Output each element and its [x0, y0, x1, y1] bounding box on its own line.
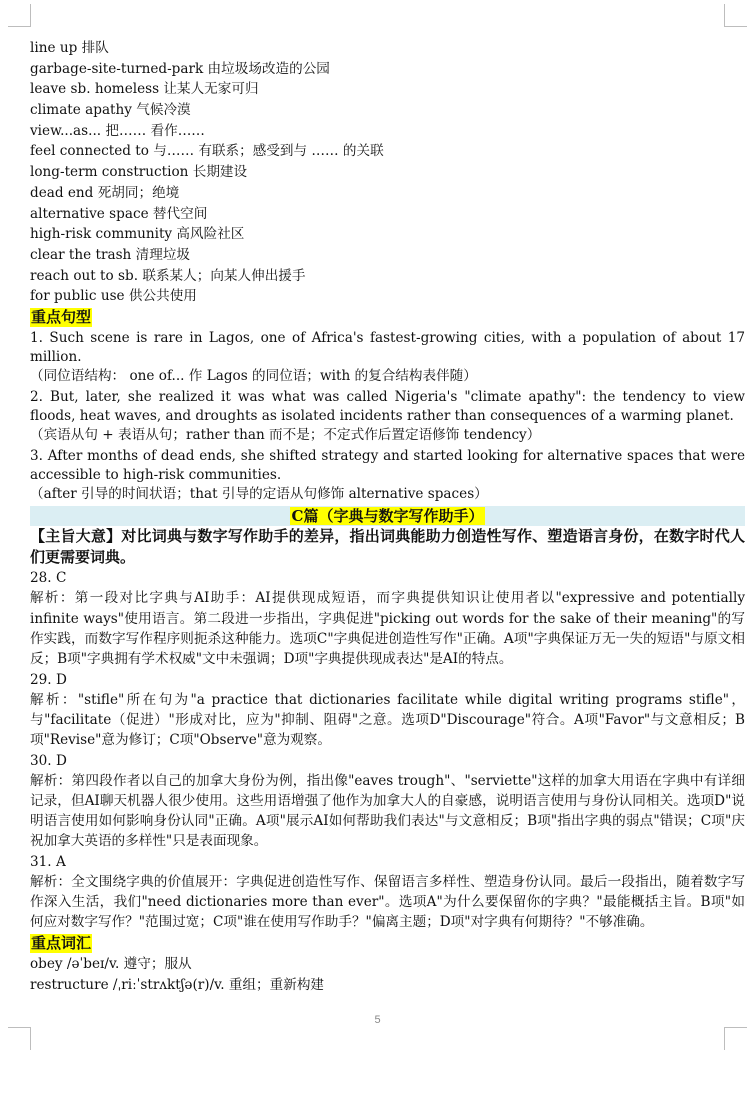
vocab-item: garbage-site-turned-park 由垃圾场改造的公园 [30, 60, 330, 77]
passage-summary: 【主旨大意】对比词典与数字写作助手的差异，指出词典能助力创造性写作、塑造语言身份，在数字时代人们更需要词典。 [30, 527, 745, 567]
answer-number: 31. A [30, 853, 66, 870]
corner-mark-top-right [724, 4, 747, 27]
vocab-list [30, 38, 745, 307]
vocab-item: climate apathy 气候冷漠 [30, 102, 191, 119]
answer-analysis: 解析：第一段对比字典与AI助手：AI提供现成短语，而字典提供知识让使用者以"expressive and potentially infinite ways"使用语言。第二段进一步指出，字典促进"picking out words for the sake of their meaning"的写作实践，而数字写作程序则扼杀这种能力。选项C"字典促进创造性写作"正确。A项"字典保证万无一失的短语"与原文相反；B项"字典拥有学术权威"文中未强调；D项"字典提供现成表达"是AI的特点。 [30, 590, 745, 668]
vocab-item: line up 排队 [30, 40, 109, 56]
sentence-text: 3. After months of dead ends, she shifted strategy and started looking for alternative spaces that were accessible to high-risk communities. [30, 448, 745, 484]
vocab-item: leave sb. homeless 让某人无家可归 [30, 81, 259, 98]
answer-analysis: 解析："stifle"所在句为"a practice that dictionaries facilitate while digital writing programs stifle"，与"facilitate（促进）"形成对比，应为"抑制、阻碍"之意。选项D"Discourage"符合。A项"Favor"与文意相反；B项"Revise"意为修订；C项"Observe"意为观察。 [30, 691, 745, 749]
answer-list [30, 568, 745, 932]
sentence-text: 1. Such scene is rare in Lagos, one of Africa's fastest-growing cities, with a population of about 17 million. [30, 330, 745, 366]
vocab-item: restructure /ˌriːˈstrʌktʃə(r)/v. 重组；重新构建 [30, 976, 325, 993]
answer-number: 29. D [30, 671, 67, 688]
vocab-item: high-risk community 高风险社区 [30, 226, 245, 243]
vocab-item: clear the trash 清理垃圾 [30, 246, 191, 263]
sentence-note: （宾语从句 + 表语从句；rather than 而不是；不定式作后置定语修饰 tendency） [30, 427, 541, 444]
answer-number: 30. D [30, 752, 67, 769]
vocab-item: for public use 供公共使用 [30, 288, 197, 305]
sentences-heading: 重点句型 [31, 307, 92, 326]
page-number: 5 [374, 1014, 381, 1026]
answer-analysis: 解析：全文围绕字典的价值展开：字典促进创造性写作、保留语言多样性、塑造身份认同。最后一段指出，随着数字写作深入生活，我们"need dictionaries more than ever"。选项A"为什么要保留你的字典？"最能概括主旨。B项"如何应对数字写作？"范围过宽；C项"谁在使用写作助手？"偏离主题；D项"对字典有何期待？"不够准确。 [30, 873, 745, 931]
vocab-list-2 [30, 954, 745, 995]
corner-mark-bottom-left [8, 1027, 31, 1050]
vocab-item: dead end 死胡同；绝境 [30, 184, 180, 201]
vocab-item: feel connected to 与…… 有联系；感受到与 …… 的关联 [30, 143, 384, 160]
vocab-item: alternative space 替代空间 [30, 205, 208, 222]
vocab-item: long-term construction 长期建设 [30, 164, 248, 181]
vocab-heading: 重点词汇 [31, 933, 92, 952]
sentence-list [30, 329, 745, 504]
sentence-note: （after 引导的时间状语；that 引导的定语从句修饰 alternative spaces） [30, 486, 488, 503]
section-title: C篇（字典与数字写作助手） [291, 507, 484, 526]
answer-analysis: 解析：第四段作者以自己的加拿大身份为例，指出像"eaves trough"、"serviette"这样的加拿大用语在字典中有详细记录，但AI聊天机器人很少使用。这些用语增强了他作为加拿大人的自豪感，说明语言使用与身份认同相关。选项D"说明语言使用如何影响身份认同"正确。A项"展示AI如何帮助我们表达"与文意相反；B项"指出字典的弱点"错误；C项"庆祝加拿大英语的多样性"只是表面现象。 [30, 772, 745, 850]
sentence-text: 2. But, later, she realized it was what was called Nigeria's "climate apathy": the tendency to view floods, heat waves, and droughts as isolated incidents rather than consequences of a warming planet. [30, 389, 745, 425]
document-page [30, 38, 745, 995]
vocab-item: reach out to sb. 联系某人；向某人伸出援手 [30, 267, 306, 284]
vocab-item: obey /əˈbeɪ/v. 遵守；服从 [30, 956, 192, 973]
corner-mark-top-left [8, 4, 31, 27]
sentence-note: （同位语结构： one of... 作 Lagos 的同位语；with 的复合结构表伴随） [30, 368, 477, 385]
vocab-item: view...as... 把…… 看作…… [30, 122, 205, 139]
answer-number: 28. C [30, 570, 67, 587]
section-title-band [30, 506, 745, 526]
corner-mark-bottom-right [724, 1027, 747, 1050]
